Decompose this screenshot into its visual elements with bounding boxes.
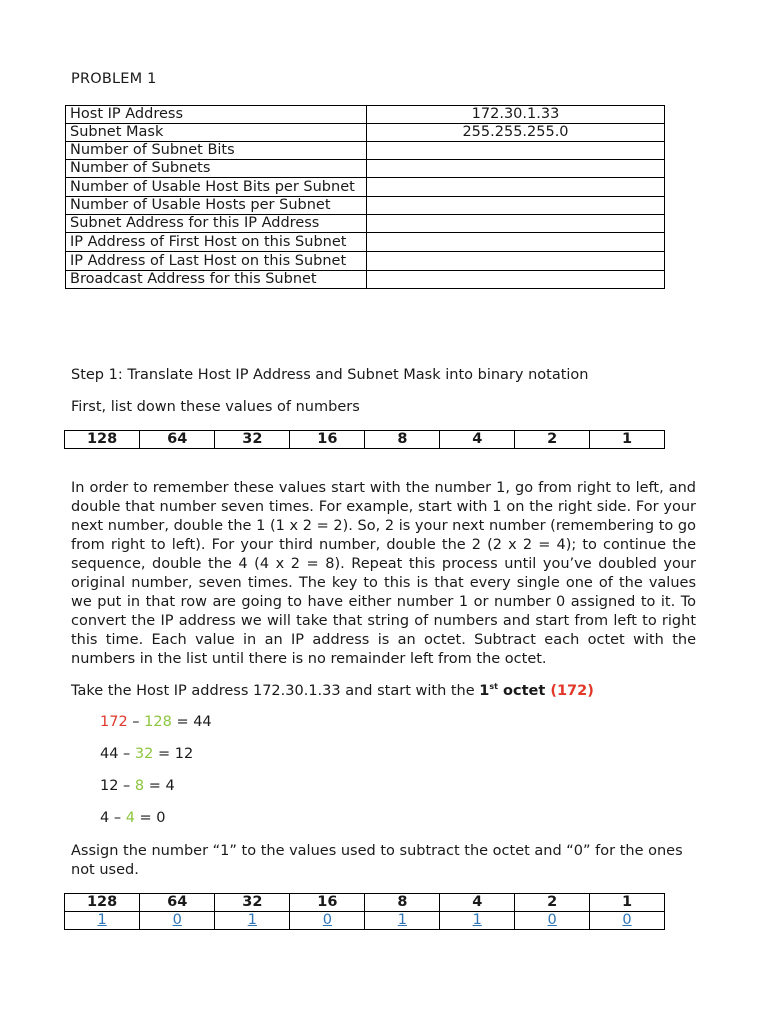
- explanation-paragraph: In order to remember these values start with the number 1, go from right to left, and double that number seven times. For example, start with 1 on the right side. For your next number, double the 1 (1 x 2 = 2). So, 2 is your next number (remembering to go from right to left). For your third number, double the 2 (2 x 2 = 4); to continue the sequence, double the 4 (4 x 2 = 8). Repeat this process until you’ve doubled your original number, seven times. The key to this is that every single one of the values we put in that row are going to have either number 1 or number 0 assigned to it. To convert the IP address we will take that string of numbers and start from left to right this time. Each value in an IP address is an octet. Subtract each octet with the numbers in the list until there is no remainder left from the octet.: [71, 480, 696, 667]
- table-row: [65, 894, 665, 912]
- header-cell: 64: [140, 894, 215, 912]
- bit-cell: 1: [440, 912, 515, 930]
- table-row: [66, 106, 665, 124]
- row-value: [367, 142, 665, 160]
- binary-result-table: [64, 893, 665, 930]
- row-value: [367, 271, 665, 289]
- assign-instruction: Assign the number “1” to the values used to subtract the octet and “0” for the ones not used.: [71, 843, 683, 878]
- octet-word: octet: [497, 683, 551, 699]
- row-value: [367, 197, 665, 215]
- table-row: [66, 197, 665, 215]
- value-cell: 32: [215, 431, 290, 449]
- row-label: Subnet Address for this IP Address: [66, 215, 367, 233]
- table-row: [65, 431, 665, 449]
- bit-cell: 0: [590, 912, 665, 930]
- bit-cell: 1: [365, 912, 440, 930]
- value-cell: 1: [590, 431, 665, 449]
- header-cell: 4: [440, 894, 515, 912]
- table-row: [66, 178, 665, 197]
- header-cell: 32: [215, 894, 290, 912]
- calc-minuend: 44: [100, 746, 119, 762]
- table-row: [66, 160, 665, 178]
- calculation-line: [100, 714, 212, 730]
- row-label: Number of Subnet Bits: [66, 142, 367, 160]
- row-label: Subnet Mask: [66, 124, 367, 142]
- value-cell: 8: [365, 431, 440, 449]
- calc-subtrahend: 32: [134, 746, 154, 762]
- row-value: [367, 252, 665, 271]
- value-cell: 4: [440, 431, 515, 449]
- calc-operator: –: [127, 714, 145, 730]
- header-cell: 16: [290, 894, 365, 912]
- calc-minuend: 4: [100, 810, 110, 826]
- row-label: IP Address of Last Host on this Subnet: [66, 252, 367, 271]
- problem-title: PROBLEM 1: [71, 71, 157, 87]
- calc-operator: –: [118, 746, 135, 762]
- first-list-text: First, list down these values of numbers: [71, 399, 360, 415]
- header-cell: 128: [65, 894, 140, 912]
- header-cell: 8: [365, 894, 440, 912]
- subnet-info-table: [65, 105, 665, 289]
- table-row: [66, 124, 665, 142]
- calculation-line: [100, 778, 175, 794]
- take-octet-line: [71, 682, 696, 701]
- table-row: [66, 252, 665, 271]
- table-row: [65, 912, 665, 930]
- bit-cell: 1: [215, 912, 290, 930]
- bit-cell: 0: [140, 912, 215, 930]
- calc-subtrahend: 4: [125, 810, 135, 826]
- header-cell: 1: [590, 894, 665, 912]
- bit-cell: 0: [515, 912, 590, 930]
- value-cell: 64: [140, 431, 215, 449]
- row-value: [367, 233, 665, 252]
- value-cell: 2: [515, 431, 590, 449]
- calc-result: = 0: [134, 810, 166, 826]
- octet-value: (172): [550, 683, 594, 699]
- ordinal-suffix: st: [489, 682, 498, 692]
- bit-cell: 1: [65, 912, 140, 930]
- table-row: [66, 271, 665, 289]
- row-value: [367, 215, 665, 233]
- row-label: Number of Usable Hosts per Subnet: [66, 197, 367, 215]
- calc-subtrahend: 128: [144, 714, 172, 730]
- calc-minuend: 172: [100, 714, 128, 730]
- calc-subtrahend: 8: [134, 778, 145, 794]
- calc-operator: –: [118, 778, 135, 794]
- row-value: [367, 178, 665, 197]
- calc-operator: –: [109, 810, 126, 826]
- calc-result: = 4: [144, 778, 175, 794]
- row-label: Number of Usable Host Bits per Subnet: [66, 178, 367, 197]
- table-row: [66, 233, 665, 252]
- row-label: IP Address of First Host on this Subnet: [66, 233, 367, 252]
- calc-result: = 44: [171, 714, 212, 730]
- row-label: Broadcast Address for this Subnet: [66, 271, 367, 289]
- row-value: 255.255.255.0: [367, 124, 665, 142]
- value-cell: 16: [290, 431, 365, 449]
- table-row: [66, 142, 665, 160]
- calculation-line: [100, 746, 193, 762]
- ordinal-number: 1: [479, 683, 490, 699]
- calc-minuend: 12: [100, 778, 119, 794]
- bit-cell: 0: [290, 912, 365, 930]
- row-label: Number of Subnets: [66, 160, 367, 178]
- header-cell: 2: [515, 894, 590, 912]
- calculation-line: [100, 810, 166, 826]
- row-value: 172.30.1.33: [367, 106, 665, 124]
- binary-values-table: [64, 430, 665, 449]
- step-1-heading: Step 1: Translate Host IP Address and Subnet Mask into binary notation: [71, 367, 589, 383]
- value-cell: 128: [65, 431, 140, 449]
- take-prefix: Take the Host IP address 172.30.1.33 and start with the: [71, 683, 480, 699]
- row-label: Host IP Address: [66, 106, 367, 124]
- row-value: [367, 160, 665, 178]
- calc-result: = 12: [153, 746, 194, 762]
- table-row: [66, 215, 665, 233]
